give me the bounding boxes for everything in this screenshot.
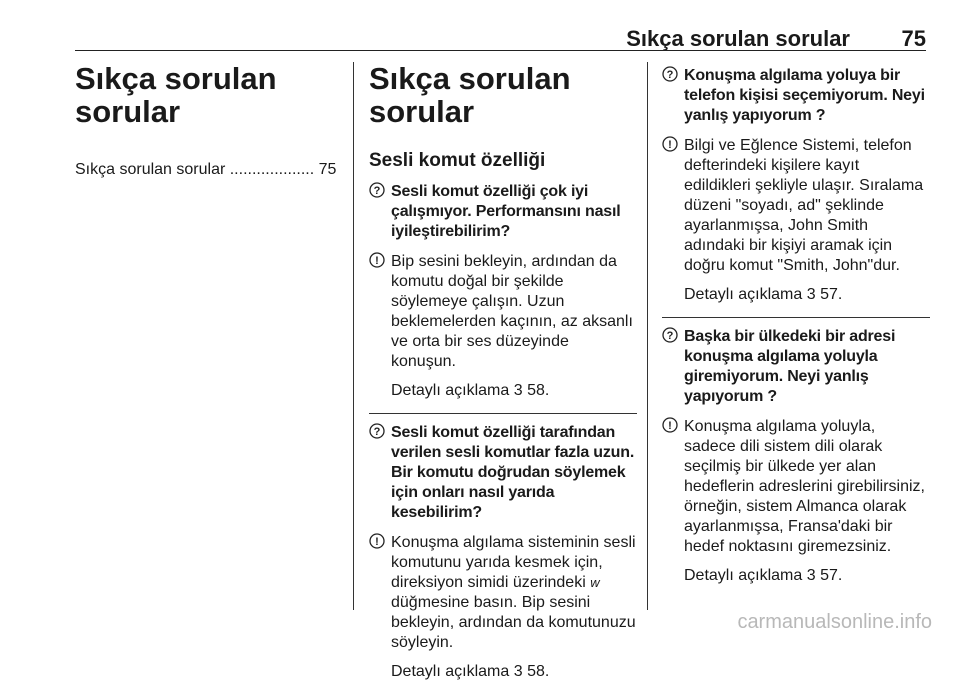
question-text: Konuşma algılama yoluya bir telefon kişisi seçemiyorum. Neyi yanlış yapıyorum ? xyxy=(684,67,925,124)
answer-text: Bilgi ve Eğlence Sistemi, telefon defterindeki kişilere kayıt edildikleri şekliyle ulaşır. Sıralama düzeni "soyadı, ad" şeklinde ayarlanmışsa, John Smith adındaki bir kişiyi aramak için doğru komut "Smith, John"dur. Detaylı açıklama 3 57. xyxy=(684,137,924,303)
detail-reference[interactable]: Detaylı açıklama 3 57. xyxy=(684,567,843,584)
separator xyxy=(662,317,930,318)
arrow-icon: 3 xyxy=(513,663,523,680)
question-text: Sesli komut özelliği tarafından verilen sesli komutlar fazla uzun. Bir komutu doğrudan söylemek için onları nasıl yarıda kesebilirim? xyxy=(391,424,635,521)
question-text: Başka bir ülkedeki bir adresi konuşma algılama yoluyla giremiyorum. Neyi yanlış yapıyorum ? xyxy=(684,328,896,405)
answer-text: Bip sesini bekleyin, ardından da komutu doğal bir şekilde söylemeye çalışın. Uzun beklemelerden kaçının, az aksanlı ve orta bir ses düzeyinde konuşun. Detaylı açıklama 3 58. xyxy=(391,252,637,401)
header-rule xyxy=(75,50,926,51)
chapter-title: Sıkça sorulan sorular xyxy=(75,61,277,129)
subheading: Sesli komut özelliği xyxy=(369,150,546,171)
svg-text:?: ? xyxy=(666,69,674,82)
svg-text:!: ! xyxy=(375,536,379,549)
section-title: Sıkça sorulan sorular xyxy=(369,61,571,129)
svg-text:!: ! xyxy=(668,420,672,433)
question-icon xyxy=(662,327,680,347)
answer-text: Konuşma algılama sisteminin sesli komutunu yarıda kesmek için, direksiyon simidi üzerindeki w düğmesine basın. Bip sesini bekleyin, ardından da komutunuzu söyleyin. Detaylı açıklama 3 58. xyxy=(391,534,636,680)
page-number: 75 xyxy=(901,26,926,51)
question-icon xyxy=(369,423,387,443)
arrow-icon: 3 xyxy=(806,286,816,303)
qa-item xyxy=(369,182,637,401)
qa-item xyxy=(369,423,637,682)
column-divider-1 xyxy=(353,62,354,610)
separator xyxy=(369,413,637,414)
middle-column xyxy=(369,62,637,692)
question-icon xyxy=(369,182,387,202)
answer-icon xyxy=(662,417,680,437)
column-divider-2 xyxy=(647,62,648,610)
detail-reference[interactable]: Detaylı açıklama 3 58. xyxy=(391,382,550,399)
svg-text:?: ? xyxy=(373,426,381,439)
answer-icon xyxy=(369,533,387,553)
question-text: Sesli komut özelliği çok iyi çalışmıyor. Performansını nasıl iyileştirebilirim? xyxy=(391,183,621,240)
question-icon xyxy=(662,66,680,86)
voice-control-icon: w xyxy=(590,575,600,590)
qa-item xyxy=(662,327,930,586)
svg-text:!: ! xyxy=(375,255,379,268)
svg-text:?: ? xyxy=(666,330,674,343)
answer-text: Konuşma algılama yoluyla, sadece dili sistem dili olarak seçilmiş bir ülkede yer alan hedeflerin adreslerini girebilirsiniz, örneğin, sistem Almanca olarak ayarlanmışsa, Fransa'daki bir hedef noktasını giremezsiniz. Detaylı açıklama 3 57. xyxy=(684,418,925,584)
detail-reference[interactable]: Detaylı açıklama 3 58. xyxy=(391,663,550,680)
chapter-column xyxy=(75,62,343,180)
watermark: carmanualsonline.info xyxy=(737,611,932,633)
arrow-icon: 3 xyxy=(806,567,816,584)
answer-icon xyxy=(369,252,387,272)
detail-reference[interactable]: Detaylı açıklama 3 57. xyxy=(684,286,843,303)
running-header-title: Sıkça sorulan sorular xyxy=(626,26,850,51)
svg-text:!: ! xyxy=(668,139,672,152)
toc-entry[interactable]: Sıkça sorulan sorular ................... 75 xyxy=(75,161,337,178)
svg-text:?: ? xyxy=(373,185,381,198)
answer-icon xyxy=(662,136,680,156)
arrow-icon: 3 xyxy=(513,382,523,399)
right-column xyxy=(662,62,930,596)
qa-item xyxy=(662,66,930,305)
